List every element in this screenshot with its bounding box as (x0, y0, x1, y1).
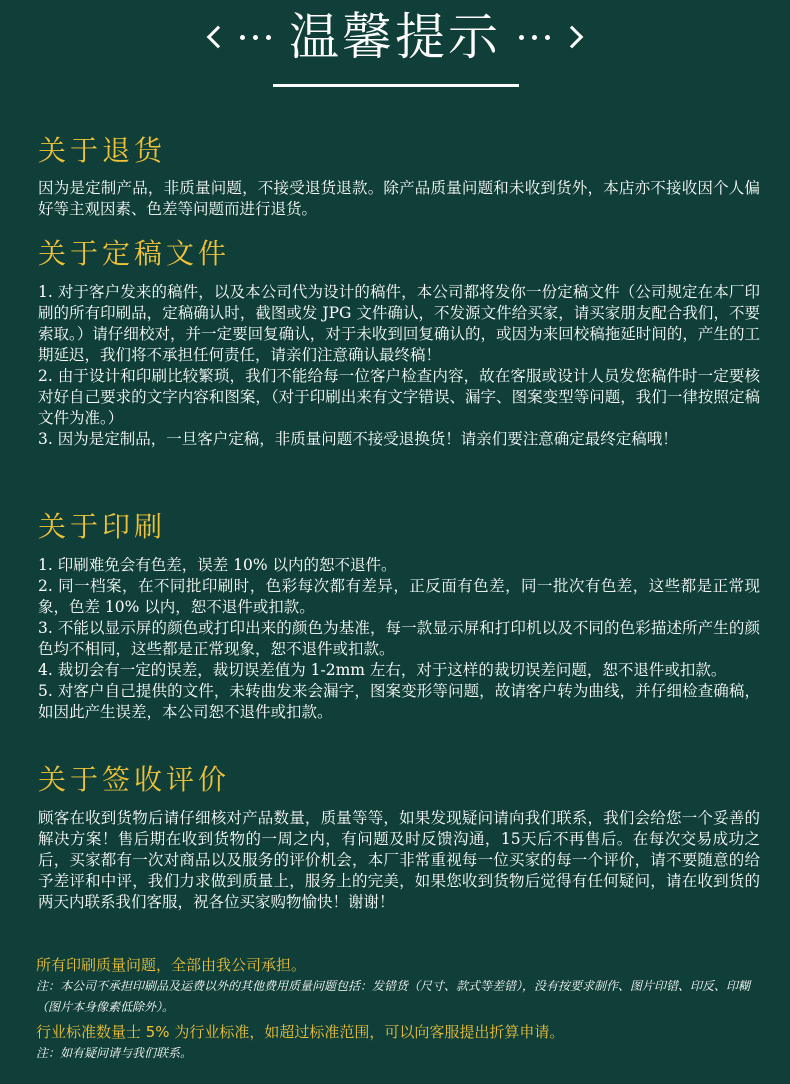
section-title: 关于退货 (38, 134, 167, 167)
section-paragraph: 3. 因为是定制品，一旦客户定稿，非质量问题不接受退换货！请亲们要注意确定最终定稿哦！ (38, 430, 678, 448)
left-ornament-icon (210, 29, 275, 45)
section-title: 关于定稿文件 (38, 237, 231, 270)
section-paragraph: 顾客在收到货物后请仔细核对产品数量，质量等等，如果发现疑问请向我们联系，我们会给您一个妥善的解决方案！售后期在收到货物的一周之内，有问题及时反馈沟通，15天后不再售后。在每次交易成功之后，买家都有一次对商品以及服务的评价机会，本厂非常重视每一位买家的每一个评价，请不要随意的给予差评和中评，我们力求做到质量上，服务上的完美，如果您收到货物后觉得有任何疑问，请在收到货的两天内联系我们客服，祝各位买家购物愉快！谢谢！ (38, 809, 760, 911)
footer-quality-statement: 所有印刷质量问题，全部由我公司承担。 (36, 956, 307, 974)
footer-contact-note: 注：如有疑问请与我们联系。 (36, 1046, 193, 1060)
section-paragraph: 5. 对客户自己提供的文件，未转曲发来会漏字，图案变形等问题，故请客户转为曲线，并仔细检查确稿，如因此产生误差，本公司恕不退件或扣款。 (38, 682, 760, 721)
section-paragraph: 2. 由于设计和印刷比较繁琐，我们不能给每一位客户检查内容，故在客服或设计人员发您稿件时一定要核对好自己要求的文字内容和图案，（对于印刷出来有文字错误、漏字、图案变型等问题，我们一律按照定稿文件为准。） (38, 367, 760, 427)
section-title: 关于印刷 (38, 510, 167, 543)
section-paragraph: 4. 裁切会有一定的误差，裁切误差值为 1-2mm 左右，对于这样的裁切误差问题，恕不退件或扣款。 (38, 661, 727, 679)
section-paragraph: 2. 同一档案，在不同批印刷时，色彩每次都有差异，正反面有色差，同一批次有色差，这些都是正常现象，色差 10% 以内，恕不退件或扣款。 (38, 577, 760, 616)
section-title: 关于签收评价 (38, 763, 231, 796)
footer-notes (36, 954, 760, 1064)
section-returns (38, 133, 760, 220)
right-ornament-icon (515, 29, 580, 45)
page-title: 温馨提示 (289, 8, 501, 66)
section-printing (38, 509, 760, 723)
page-header (0, 0, 790, 95)
section-paragraph: 1. 对于客户发来的稿件，以及本公司代为设计的稿件，本公司都将发你一份定稿文件（公司规定在本厂印刷的所有印刷品，定稿确认时，截图或发 JPG 文件确认，不发源文件给买家，请买家朋友配合我们，不要索取。）请仔细校对，并一定要回复确认，对于未收到回复确认的，或因为来回校稿拖延时间的，产生的工期延迟，我们将不承担任何责任，请亲们注意确认最终稿！ (38, 283, 760, 364)
title-underline (273, 84, 519, 87)
section-paragraph: 1. 印刷难免会有色差，误差 10% 以内的恕不退件。 (38, 556, 397, 574)
footer-note: 注：本公司不承担印刷品及运费以外的其他费用质量问题包括：发错货（尺寸、款式等差错），没有按要求制作、图片印错、印反、印糊（图片本身像素低除外）。 (36, 979, 751, 1014)
footer-quantity-standard: 行业标准数量士 5% 为行业标准，如超过标准范围，可以向客服提出折算申请。 (36, 1023, 565, 1041)
section-paragraph: 因为是定制产品，非质量问题，不接受退货退款。除产品质量问题和未收到货外，本店亦不接收因个人偏好等主观因素、色差等问题而进行退货。 (38, 179, 760, 218)
section-paragraph: 3. 不能以显示屏的颜色或打印出来的颜色为基准，每一款显示屏和打印机以及不同的色彩描述所产生的颜色均不相同，这些都是正常现象，恕不退件或扣款。 (38, 619, 760, 658)
section-final-draft (38, 236, 760, 450)
section-receipt-review (38, 762, 760, 913)
title-row (0, 4, 790, 70)
